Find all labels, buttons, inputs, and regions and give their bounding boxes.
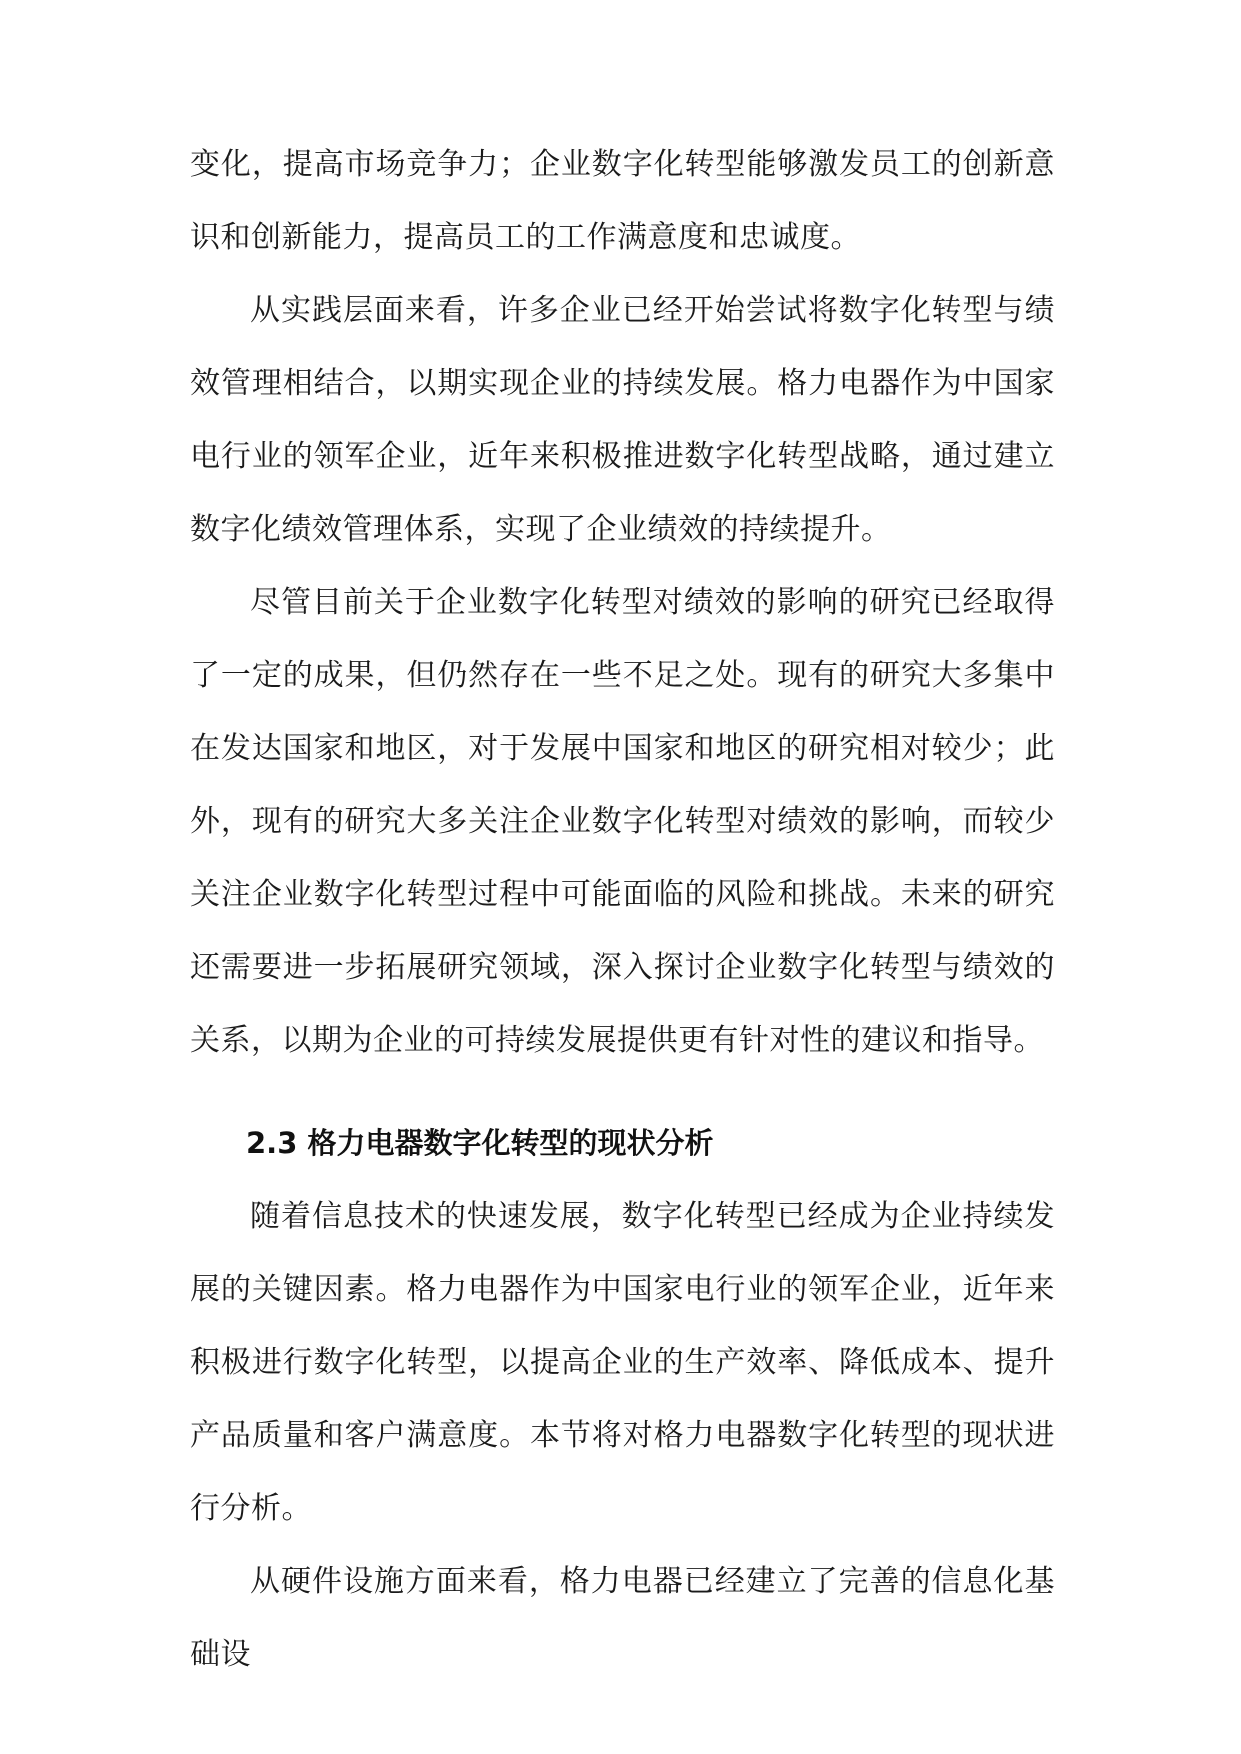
paragraph-digital-transformation-intro: 随着信息技术的快速发展，数字化转型已经成为企业持续发展的关键因素。格力电器作为中国家电行业的领军企业，近年来积极进行数字化转型，以提高企业的生产效率、降低成本、提升产品质量和客户满意度。本节将对格力电器数字化转型的现状进行分析。 [190,1199,1055,1526]
paragraph-practice-level: 从实践层面来看，许多企业已经开始尝试将数字化转型与绩效管理相结合，以期实现企业的持续发展。格力电器作为中国家电行业的领军企业，近年来积极推进数字化转型战略，通过建立数字化绩效管理体系，实现了企业绩效的持续提升。 [190,293,1055,547]
paragraph-hardware-facilities: 从硬件设施方面来看，格力电器已经建立了完善的信息化基础设 [190,1564,1055,1672]
paragraph-continuation: 变化，提高市场竞争力；企业数字化转型能够激发员工的创新意识和创新能力，提高员工的工作满意度和忠诚度。 [190,147,1055,255]
paragraph-research-gaps: 尽管目前关于企业数字化转型对绩效的影响的研究已经取得了一定的成果，但仍然存在一些不足之处。现有的研究大多集中在发达国家和地区，对于发展中国家和地区的研究相对较少；此外，现有的研究大多关注企业数字化转型对绩效的影响，而较少关注企业数字化转型过程中可能面临的风险和挑战。未来的研究还需要进一步拓展研究领域，深入探讨企业数字化转型与绩效的关系，以期为企业的可持续发展提供更有针对性的建议和指导。 [190,585,1055,1058]
section-heading: 2.3 格力电器数字化转型的现状分析 [246,1126,714,1160]
body-text [190,128,1055,1691]
